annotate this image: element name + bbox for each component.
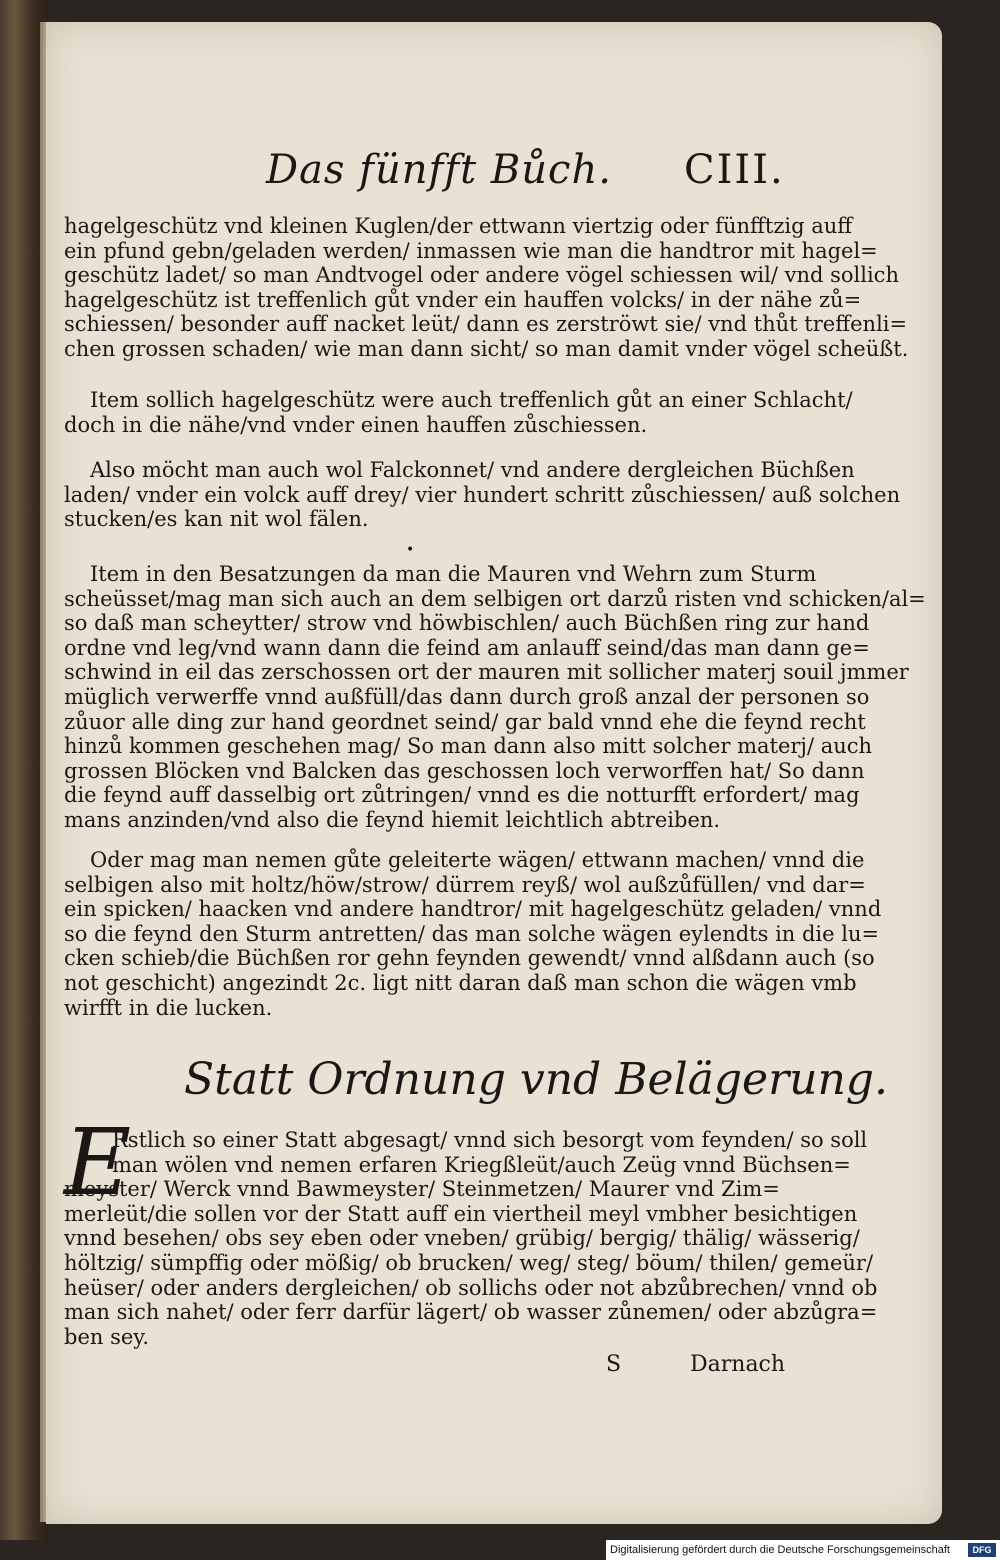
text-line: merleüt/die sollen vor der Statt auff ein viertheil meyl vmbher besichtigen	[64, 1201, 858, 1226]
paragraph-opening	[64, 1128, 878, 1349]
text-line: heüser/ oder anders dergleichen/ ob sollichs oder not abzůbrechen/ vnnd ob	[64, 1275, 878, 1300]
text-line: zůuor alle ding zur hand geordnet seind/ gar bald vnnd ehe die feynd recht	[64, 709, 866, 734]
text-line: Rstlich so einer Statt abgesagt/ vnnd sich besorgt vom feynden/ so soll	[112, 1128, 868, 1152]
text-line: so die feynd den Sturm antretten/ das man solche wägen eylendts in die lu=	[64, 921, 880, 946]
folio-number: CIII.	[684, 147, 785, 193]
paragraph-falckonnet	[64, 458, 901, 532]
text-line: schwind in eil das zerschossen ort der mauren mit sollicher materj souil jmmer	[64, 660, 909, 685]
text-line: selbigen also mit holtz/höw/strow/ dürrem reyß/ wol außzůfüllen/ vnd dar=	[64, 872, 866, 897]
text-line: ein spicken/ haacken vnd andere handtror/ mit hagelgeschütz geladen/ vnnd	[64, 897, 882, 922]
text-line: höltzig/ sümpffig oder mößig/ ob brucken/ weg/ steg/ böum/ thilen/ gemeür/	[64, 1250, 874, 1275]
text-line: müglich verwerffe vnnd außfüll/das dann durch groß anzal der personen so	[64, 684, 870, 709]
running-head	[46, 147, 942, 207]
text-line: ein pfund gebn/geladen werden/ inmassen wie man die handtror mit hagel=	[64, 238, 878, 263]
text-line: grossen Blöcken vnd Balcken das geschossen loch verworffen hat/ So dann	[64, 758, 865, 783]
text-line: so daß man scheytter/ strow vnd höwbischlen/ auch Büchßen ring zur hand	[64, 611, 870, 636]
paragraph-hagelgeschuetz	[64, 214, 909, 362]
drop-initial: E	[64, 1109, 132, 1216]
section-heading: Statt Ordnung vnd Belägerung.	[184, 1054, 888, 1105]
text-line: chen grossen schaden/ wie man dann sicht/ so man damit vnder vögel scheüßt.	[64, 336, 909, 361]
text-line: meyster/ Werck vnnd Bawmeyster/ Steinmetzen/ Maurer vnd Zim=	[64, 1177, 780, 1202]
book-page	[46, 22, 942, 1524]
text-line: scheüsset/mag man sich auch an dem selbigen ort darzů risten vnd schicken/al=	[64, 586, 926, 611]
paragraph-besatzungen	[64, 562, 926, 833]
text-line: cken schieb/die Büchßen ror gehn feynden gewendt/ vnnd alßdann auch (so	[64, 946, 875, 971]
text-line: die feynd auff dasselbig ort zůtringen/ vnnd es die notturfft erfordert/ mag	[64, 783, 860, 808]
text-line: doch in die nähe/vnd vnder einen hauffen zůschiessen.	[64, 412, 648, 437]
signature-mark: S	[606, 1352, 622, 1377]
paragraph-schlacht	[64, 388, 853, 437]
text-line: ordne vnd leg/vnd wann dann die feind am anlauff seind/das man dann ge=	[64, 635, 870, 660]
funding-credit: Digitalisierung gefördert durch die Deutsche Forschungsgemeinschaft	[610, 1544, 950, 1556]
running-title: Das fünfft Bůch.	[266, 147, 612, 193]
text-line: wirfft in die lucken.	[64, 995, 273, 1020]
catchword: Darnach	[690, 1352, 786, 1377]
text-line: mans anzinden/vnd also die feynd hiemit leichtlich abtreiben.	[64, 807, 721, 832]
text-line: not geschicht) angezindt 2c. ligt nitt daran daß man schon die wägen vmb	[64, 970, 857, 995]
text-line: geschütz ladet/ so man Andtvogel oder andere vögel schiessen wil/ vnd sollich	[64, 263, 899, 288]
paragraph-waegen	[64, 848, 882, 1020]
text-line: hagelgeschütz vnd kleinen Kuglen/der ettwann viertzig oder fünfftzig auff	[64, 214, 853, 238]
text-line: Item sollich hagelgeschütz were auch treffenlich gůt an einer Schlacht/	[90, 388, 853, 412]
text-line: Also möcht man auch wol Falckonnet/ vnd andere dergleichen Büchßen	[90, 458, 855, 482]
text-line: stucken/es kan nit wol fälen.	[64, 507, 369, 532]
ink-mark: •	[406, 542, 415, 558]
text-line: man wölen vnd nemen erfaren Kriegßleüt/auch Zeüg vnnd Büchsen=	[112, 1152, 851, 1177]
text-line: schiessen/ besonder auff nacket leüt/ dann es zerströwt sie/ vnd thůt treffenli=	[64, 312, 908, 337]
text-line: hinzů kommen geschehen mag/ So man dann also mitt solcher materj/ auch	[64, 734, 873, 759]
text-line: ben sey.	[64, 1324, 150, 1349]
digitization-footer	[606, 1540, 1000, 1560]
text-line: man sich nahet/ oder ferr darfür lägert/ ob wasser zůnemen/ oder abzůgra=	[64, 1300, 878, 1325]
text-line: laden/ vnder ein volck auff drey/ vier hundert schritt zůschiessen/ auß solchen	[64, 482, 901, 507]
text-line: Oder mag man nemen gůte geleiterte wägen/ ettwann machen/ vnnd die	[90, 848, 865, 872]
text-line: Item in den Besatzungen da man die Mauren vnd Wehrn zum Sturm	[90, 562, 817, 586]
text-line: hagelgeschütz ist treffenlich gůt vnder ein hauffen volcks/ in der nähe zů=	[64, 287, 862, 312]
text-line: vnnd besehen/ obs sey eben oder vneben/ grübig/ bergig/ thälig/ wässerig/	[64, 1226, 860, 1251]
dfg-logo-icon: DFG	[968, 1543, 996, 1557]
